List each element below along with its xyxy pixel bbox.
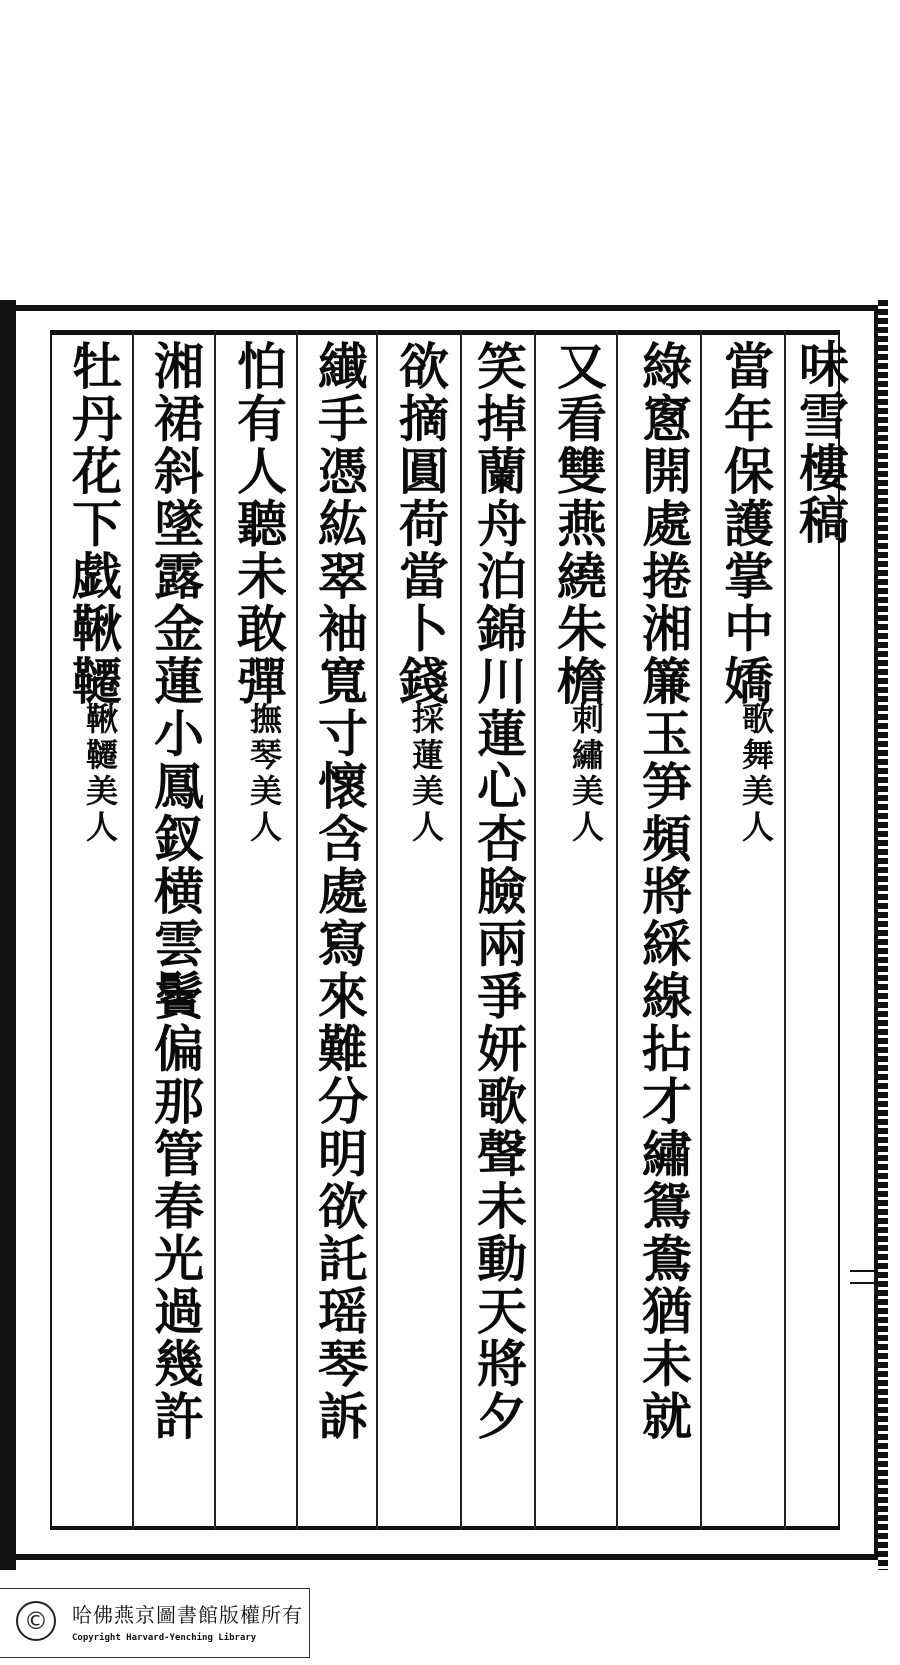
poem-line: 牡丹花下戯鞦韆 — [64, 340, 123, 708]
column-rule — [214, 330, 216, 1530]
copyright-icon: © — [16, 1601, 56, 1641]
column-rule — [460, 330, 462, 1530]
page-right-edge — [878, 300, 888, 1570]
column-rule — [534, 330, 536, 1530]
poem-line: 怕有人聽未敢彈 — [229, 340, 288, 708]
copyright-chinese: 哈佛燕京圖書館版權所有 — [72, 1603, 303, 1627]
poem-title-note: 撫琴美人 — [245, 702, 283, 846]
poem-title-note: 歌舞美人 — [737, 702, 775, 846]
poem-title-note: 採蓮美人 — [407, 702, 445, 846]
column-rule — [784, 330, 786, 1530]
column-rule — [376, 330, 378, 1530]
poem-title-note: 刺繡美人 — [567, 702, 605, 846]
column-rule — [132, 330, 134, 1530]
column-rule — [700, 330, 702, 1530]
column-rule — [616, 330, 618, 1530]
poem-line: 當年保護掌中嬌 — [716, 340, 775, 708]
book-title: 味雪樓稿 — [791, 338, 850, 546]
poem-line: 湘裙斜墜露金蓮小鳳釵横雲鬢偏那管春光過幾許 — [146, 340, 205, 1443]
copyright-english: Copyright Harvard-Yenching Library — [72, 1633, 257, 1643]
column-rule — [296, 330, 298, 1530]
copyright-stamp — [0, 1588, 310, 1658]
poem-line: 又看雙燕繞朱檐 — [549, 340, 608, 708]
poem-line: 綠窻開處捲湘簾玉笋頻將綵線拈才繡鴛鴦猶未就 — [634, 340, 693, 1443]
poem-line: 欲摘圓荷當卜錢 — [391, 340, 450, 708]
poem-line: 笑掉蘭舟泊錦川蓮心杏臉兩爭妍歌聲未動天將夕 — [469, 340, 528, 1443]
poem-line: 纎手憑紘翠袖寬寸懷含處寫來難分明欲託瑶琴訴 — [310, 340, 369, 1443]
fold-mark — [850, 1270, 878, 1284]
poem-title-note: 鞦韆美人 — [81, 702, 119, 846]
